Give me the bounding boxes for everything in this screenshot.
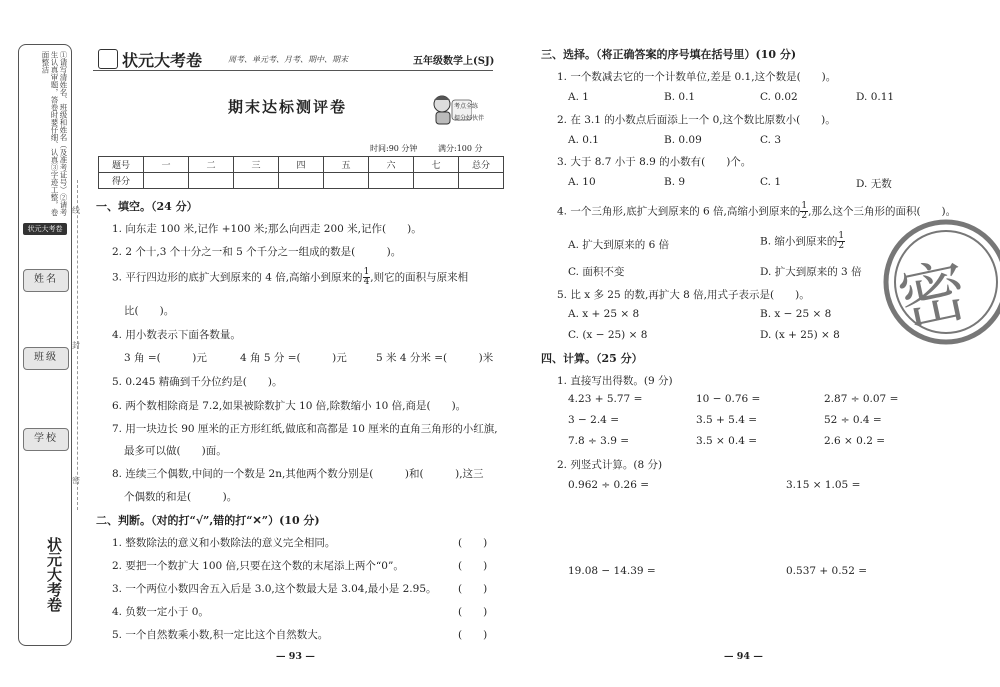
score-cell: 总分 [459,157,504,173]
score-input-cell[interactable] [279,173,324,189]
binding-sidebar [18,44,72,646]
calc-item: 2.87 ÷ 0.07 = [824,393,899,405]
judge-3: 3. 一个两位小数四舍五入后是 3.0,这个数最大是 3.04,最小是 2.95。 [112,583,437,595]
choice-option: C. 3 [760,134,782,146]
brand-name: 状元大考卷 [122,51,203,70]
score-input-cell[interactable] [459,173,504,189]
cut-label-seal: 封 [72,341,80,350]
fraction-numerator: 1 [838,231,845,241]
calc-item: 3.5 + 5.4 = [696,414,758,426]
choice-option: D. 无数 [856,178,892,190]
choice-option: B. 9 [664,176,686,188]
choice-option: A. x + 25 × 8 [568,308,640,320]
header-rule [93,70,493,71]
brand-logo-icon [98,49,118,69]
question-4a: 3 角 =( )元 [124,352,207,364]
school-field-label: 学校 [23,428,69,451]
score-cell: 五 [324,157,369,173]
question-4c: 5 米 4 分米 =( )米 [376,352,494,364]
choice-4-text-b: ,那么这个三角形的面积( )。 [808,205,957,218]
choice-option: D. 0.11 [856,91,895,103]
question-6: 6. 两个数相除商是 7.2,如果被除数扩大 10 倍,除数缩小 10 倍,商是( )。 [112,400,467,412]
question-3-text-a: 3. 平行四边形的底扩大到原来的 4 倍,高缩小到原来的 [112,271,363,284]
fraction-one-half [800,202,808,221]
score-input-cell[interactable] [324,173,369,189]
fraction-denominator: 2 [801,211,808,221]
score-input-cell[interactable] [369,173,414,189]
vertical-calc-item: 19.08 − 14.39 = [568,565,656,577]
cut-label-line: 线 [72,206,80,215]
calc-item: 3 − 2.4 = [568,414,619,426]
choice-option: B. 0.1 [664,91,696,103]
page-title: 期末达标测评卷 [228,98,348,116]
section-calc-title: 四、计算。（25 分） [541,352,643,365]
choice-4-optB-text: B. 缩小到原来的 [760,235,838,248]
choice-option: C. 1 [760,176,782,188]
calc-item: 52 ÷ 0.4 = [824,414,882,426]
score-input-cell[interactable] [144,173,189,189]
score-cell: 四 [279,157,324,173]
section-fill-blank-title: 一、填空。（24 分） [96,200,198,213]
name-field-label: 姓名 [23,269,69,292]
vertical-calc-item: 0.962 ÷ 0.26 = [568,479,650,491]
score-cell: 六 [369,157,414,173]
score-input-cell[interactable] [189,173,234,189]
mascot-caption-2: 提分好伙伴 [454,115,485,122]
score-cell: 一 [144,157,189,173]
question-1: 1. 向东走 100 米,记作 +100 米;那么向西走 200 米,记作( )。 [112,223,422,235]
fraction-numerator: 1 [363,267,370,277]
score-table-row [99,157,504,173]
exam-time: 时间:90 分钟 [370,144,418,153]
mascot-caption-1: 考点全练 [454,103,479,110]
choice-option: A. 0.1 [568,134,599,146]
score-cell: 三 [234,157,279,173]
fraction-denominator: 4 [363,277,370,287]
choice-option: B. x − 25 × 8 [760,308,832,320]
judge-answer-box[interactable]: ( ) [458,537,488,549]
question-2: 2. 2 个十,3 个十分之一和 5 个千分之一组成的数是( )。 [112,246,402,258]
sidebar-badge: 状元大考卷 [23,223,67,235]
score-cell: 二 [189,157,234,173]
calc-item: 2.6 × 0.2 = [824,435,886,447]
question-3-text-b: ,则它的面积与原来相 [370,271,469,284]
question-5: 5. 0.245 精确到千分位约是( )。 [112,376,283,388]
choice-option: D. 扩大到原来的 3 倍 [760,266,862,278]
choice-option: C. (x − 25) × 8 [568,329,648,341]
full-score: 满分:100 分 [438,144,483,153]
mascot-icon [428,92,472,128]
exam-notes: ①请写清姓名、班级和姓名（及准考证号）②请考生认真审题，答卷时要仔细、认真③字迹工整，卷面整洁 [41,51,68,216]
class-field-label: 班级 [23,347,69,370]
judge-answer-box[interactable]: ( ) [458,583,488,595]
question-4b: 4 角 5 分 =( )元 [240,352,347,364]
choice-1: 1. 一个数减去它的一个计数单位,差是 0.1,这个数是( )。 [557,71,837,83]
choice-5: 5. 比 x 多 25 的数,再扩大 8 倍,用式子表示是( )。 [557,289,810,301]
question-8-continued: 个偶数的和是( )。 [124,491,238,503]
question-7: 7. 用一块边长 90 厘米的正方形红纸,做底和高都是 10 厘米的直角三角形的小红旗, [112,423,498,435]
judge-answer-box[interactable]: ( ) [458,629,488,641]
score-input-cell[interactable] [234,173,279,189]
calc-part-1: 1. 直接写出得数。(9 分) [557,375,673,387]
choice-4-text-a: 4. 一个三角形,底扩大到原来的 6 倍,高缩小到原来的 [557,205,801,218]
judge-1: 1. 整数除法的意义和小数除法的意义完全相同。 [112,537,336,549]
score-cell: 题号 [99,157,144,173]
question-4: 4. 用小数表示下面各数量。 [112,329,241,341]
section-judge-title: 二、判断。（对的打“√”,错的打“✕”）(10 分) [96,514,320,527]
judge-answer-box[interactable]: ( ) [458,560,488,572]
choice-option: D. (x + 25) × 8 [760,329,840,341]
question-7-continued: 最多可以做( )面。 [124,445,227,457]
fraction-denominator: 2 [838,241,845,251]
stamp-character: 密 [891,250,975,343]
calc-part-2: 2. 列竖式计算。(8 分) [557,459,663,471]
calc-item: 4.23 + 5.77 = [568,393,643,405]
score-table [98,156,504,189]
question-3 [112,268,468,287]
choice-3: 3. 大于 8.7 小于 8.9 的小数有( )个。 [557,156,752,168]
fraction-one-half [837,232,845,251]
choice-2: 2. 在 3.1 的小数点后面添上一个 0,这个数比原数小( )。 [557,114,836,126]
grade-subject: 五年级数学上(SJ) [413,56,495,67]
page-number-right: — 94 — [724,651,763,662]
choice-option [760,232,845,251]
choice-option: A. 1 [568,91,589,103]
vertical-calc-item: 0.537 + 0.52 = [786,565,868,577]
choice-option: C. 0.02 [760,91,798,103]
score-table-row [99,173,504,189]
judge-4: 4. 负数一定小于 0。 [112,606,209,618]
question-8: 8. 连续三个偶数,中间的一个数是 2n,其他两个数分别是( )和( ),这三 [112,468,484,480]
judge-answer-box[interactable]: ( ) [458,606,488,618]
page-number-left: — 93 — [276,651,315,662]
fraction-numerator: 1 [801,201,808,211]
cut-label-secret: 密 [72,476,80,485]
question-3-continued: 比( )。 [124,305,175,317]
choice-option: C. 面积不变 [568,266,625,278]
vertical-calc-item: 3.15 × 1.05 = [786,479,861,491]
score-cell: 七 [414,157,459,173]
judge-2: 2. 要把一个数扩大 100 倍,只要在这个数的末尾添上两个“0”。 [112,560,404,572]
exam-series: 周考、单元考、月考、期中、期末 [228,55,348,64]
sidebar-logo: 状元大考卷 [45,537,63,612]
choice-option: A. 扩大到原来的 6 倍 [568,239,670,251]
calc-item: 10 − 0.76 = [696,393,761,405]
calc-item: 3.5 × 0.4 = [696,435,758,447]
calc-item: 7.8 ÷ 3.9 = [568,435,630,447]
judge-5: 5. 一个自然数乘小数,积一定比这个自然数大。 [112,629,329,641]
section-choice-title: 三、选择。（将正确答案的序号填在括号里）(10 分) [541,48,797,61]
choice-option: A. 10 [568,176,596,188]
choice-option: B. 0.09 [664,134,702,146]
score-input-cell[interactable] [414,173,459,189]
score-cell: 得分 [99,173,144,189]
